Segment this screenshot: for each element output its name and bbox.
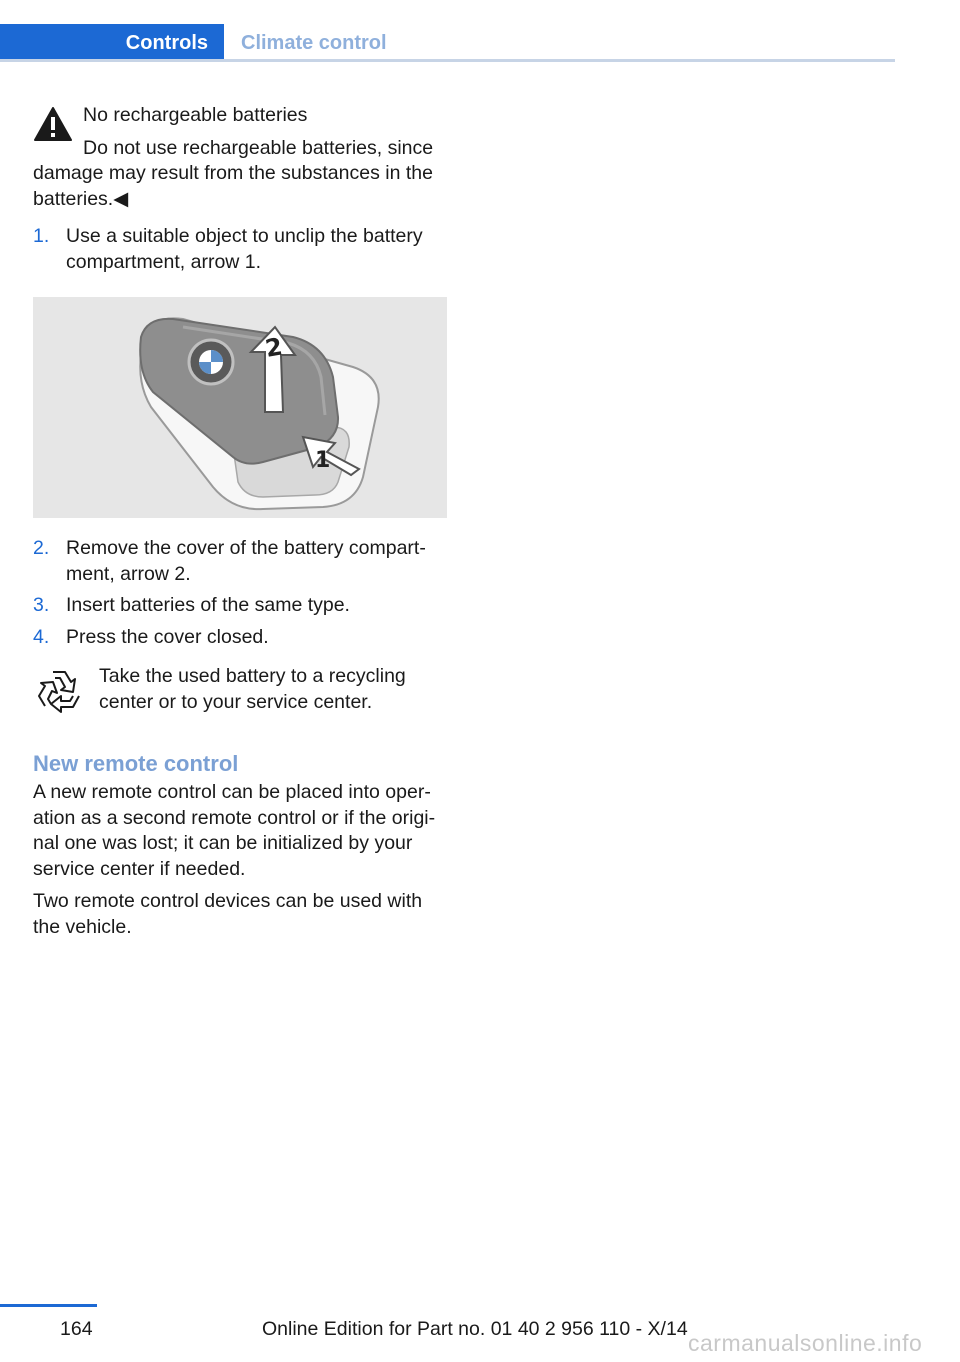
page-content xyxy=(33,100,447,940)
key-fob-illustration xyxy=(33,297,447,518)
warning-note xyxy=(33,100,447,212)
footer-divider xyxy=(0,1304,97,1307)
step-text: Remove the cover of the battery compartment, arrow 2. xyxy=(66,537,426,585)
edition-text: Online Edition for Part no. 01 40 2 956 110 - X/14 xyxy=(262,1318,688,1340)
recycling-note xyxy=(33,664,447,716)
warning-title: No rechargeable batteries xyxy=(83,104,308,126)
header-divider xyxy=(0,59,895,62)
page-header xyxy=(0,24,895,62)
step-text: Use a suitable object to unclip the battery compartment, arrow 1. xyxy=(66,225,423,273)
warning-text: Do not use rechargeable batteries, since damage may result from the substances in the batteries.◀ xyxy=(33,136,434,210)
step-number: 2. xyxy=(33,537,50,559)
step-number: 1. xyxy=(33,225,50,247)
chapter-tab-controls[interactable]: Controls xyxy=(0,24,224,62)
section-title: New remote control xyxy=(33,751,239,776)
steps-list-b xyxy=(33,536,447,650)
page-number: 164 xyxy=(60,1318,93,1340)
recycle-icon xyxy=(33,664,85,716)
section-paragraph-2: Two remote control devices can be used with the vehicle. xyxy=(33,890,423,938)
recycling-text: Take the used battery to a recycling center or to your service center. xyxy=(99,665,406,713)
list-item xyxy=(33,224,447,275)
arrow-2-label: 2 xyxy=(263,332,285,363)
step-number: 4. xyxy=(33,625,50,648)
list-item xyxy=(33,536,447,587)
chapter-tab-climate-control[interactable]: Climate control xyxy=(241,31,387,54)
warning-triangle-icon xyxy=(33,106,73,142)
step-text: Insert batteries of the same type. xyxy=(66,594,350,616)
watermark: carmanualsonline.info xyxy=(688,1330,923,1356)
step-number: 3. xyxy=(33,594,50,616)
arrow-1-label: 1 xyxy=(315,448,331,473)
list-item xyxy=(33,593,447,619)
steps-list-a xyxy=(33,224,447,275)
section-paragraph-1: A new remote control can be placed into operation as a second remote control or if the original one was lost; it can be initialized by your service center if needed. xyxy=(33,781,436,880)
battery-compartment-figure xyxy=(33,297,447,518)
list-item xyxy=(33,625,447,651)
step-text: Press the cover closed. xyxy=(66,625,269,648)
